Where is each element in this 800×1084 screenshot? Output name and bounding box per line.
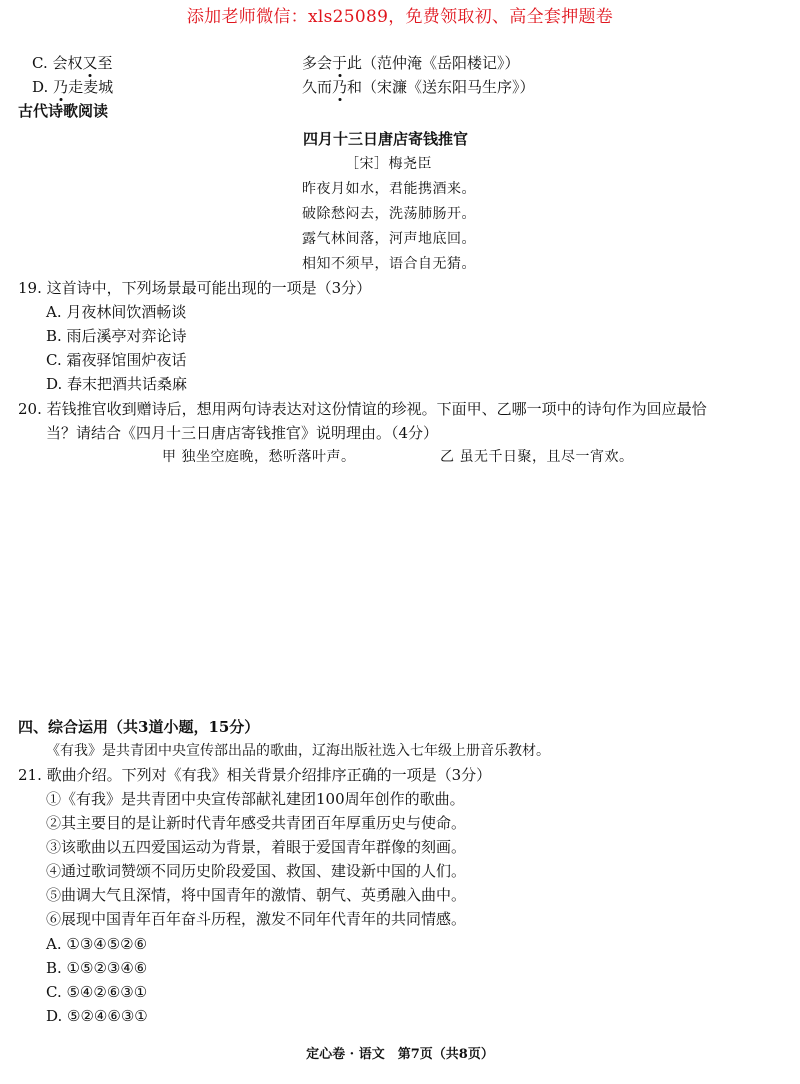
option-c-left (32, 52, 113, 73)
option-text-pre: 多会 (302, 54, 333, 72)
option-text-post: 走麦城 (68, 78, 114, 96)
question-19-option-a: A. 月夜林间饮酒畅谈 (46, 303, 187, 321)
question-21-item: ⑥展现中国青年百年奋斗历程，激发不同年代青年的共同情感。 (46, 910, 467, 928)
option-letter: C. (32, 54, 48, 72)
dotted-char: 于 (332, 54, 348, 72)
option-d-right (302, 76, 535, 97)
question-19-stem: 19. 这首诗中，下列场景最可能出现的一项是（3分） (18, 279, 372, 297)
question-21-option-c: C. ⑤④②⑥③① (46, 983, 148, 1001)
option-letter: D. (32, 78, 49, 96)
option-d-left (32, 76, 113, 97)
question-21-stem: 21. 歌曲介绍。下列对《有我》相关背景介绍排序正确的一项是（3分） (18, 766, 492, 784)
poem-line: 昨夜月如水，君能携酒来。 (302, 181, 476, 197)
question-21-item: ⑤曲调大气且深情，将中国青年的激情、朝气、英勇融入曲中。 (46, 886, 467, 904)
dotted-char: 又 (82, 54, 98, 72)
question-19-option-c: C. 霜夜驿馆围炉夜话 (46, 351, 187, 369)
poem-title: 四月十三日唐店寄钱推官 (303, 130, 469, 148)
question-21-option-d: D. ⑤②④⑥③① (46, 1007, 148, 1025)
question-21-item: ①《有我》是共青团中央宣传部献礼建团100周年创作的歌曲。 (46, 790, 465, 808)
poem-line: 相知不须早，语合自无猜。 (302, 256, 476, 272)
poem-author: ［宋］梅尧臣 (345, 156, 432, 172)
section-heading-comprehensive: 四、综合运用（共3道小题，15分） (18, 718, 260, 736)
option-text-pre: 会权 (52, 54, 83, 72)
watermark-banner: 添加老师微信：xls25089，免费领取初、高全套押题卷 (186, 7, 614, 27)
question-21-item: ④通过歌词赞颂不同历史阶段爱国、救国、建设新中国的人们。 (46, 862, 467, 880)
question-21-item: ②其主要目的是让新时代青年感受共青团百年厚重历史与使命。 (46, 814, 467, 832)
question-21-option-b: B. ①⑤②③④⑥ (46, 959, 148, 977)
section-intro: 《有我》是共青团中央宣传部出品的歌曲，辽海出版社选入七年级上册音乐教材。 (46, 743, 550, 759)
option-text-pre: 久而 (302, 78, 333, 96)
question-20-option-yi: 乙 虽无千日聚，且尽一宵欢。 (440, 449, 634, 465)
page-footer: 定心卷 · 语文 第7页（共8页） (306, 1047, 494, 1062)
question-19-option-d: D. 春末把酒共话桑麻 (46, 375, 188, 393)
question-20-stem-line1: 20. 若钱推官收到赠诗后，想用两句诗表达对这份情谊的珍视。下面甲、乙哪一项中的诗句作为回应最恰 (18, 400, 707, 418)
poem-line: 破除愁闷去，洗荡肺肠开。 (302, 206, 476, 222)
option-c-right (302, 52, 520, 73)
answer-space (18, 470, 778, 710)
dotted-char: 乃 (53, 78, 69, 96)
question-21-option-a: A. ①③④⑤②⑥ (46, 935, 148, 953)
option-text-post: 至 (97, 54, 113, 72)
option-text-post: 此（范仲淹《岳阳楼记》） (347, 54, 520, 72)
question-20-option-jia: 甲 独坐空庭晚，愁听落叶声。 (162, 449, 356, 465)
question-21-item: ③该歌曲以五四爱国运动为背景，着眼于爱国青年群像的刻画。 (46, 838, 467, 856)
section-heading-poetry: 古代诗歌阅读 (18, 102, 109, 120)
question-19-option-b: B. 雨后溪亭对弈论诗 (46, 327, 187, 345)
poem-line: 露气林间落，河声地底回。 (302, 231, 476, 247)
option-text-post: 和（宋濂《送东阳马生序》） (347, 78, 535, 96)
question-20-stem-line2: 当？请结合《四月十三日唐店寄钱推官》说明理由。（4分） (46, 424, 439, 442)
dotted-char: 乃 (332, 78, 348, 96)
